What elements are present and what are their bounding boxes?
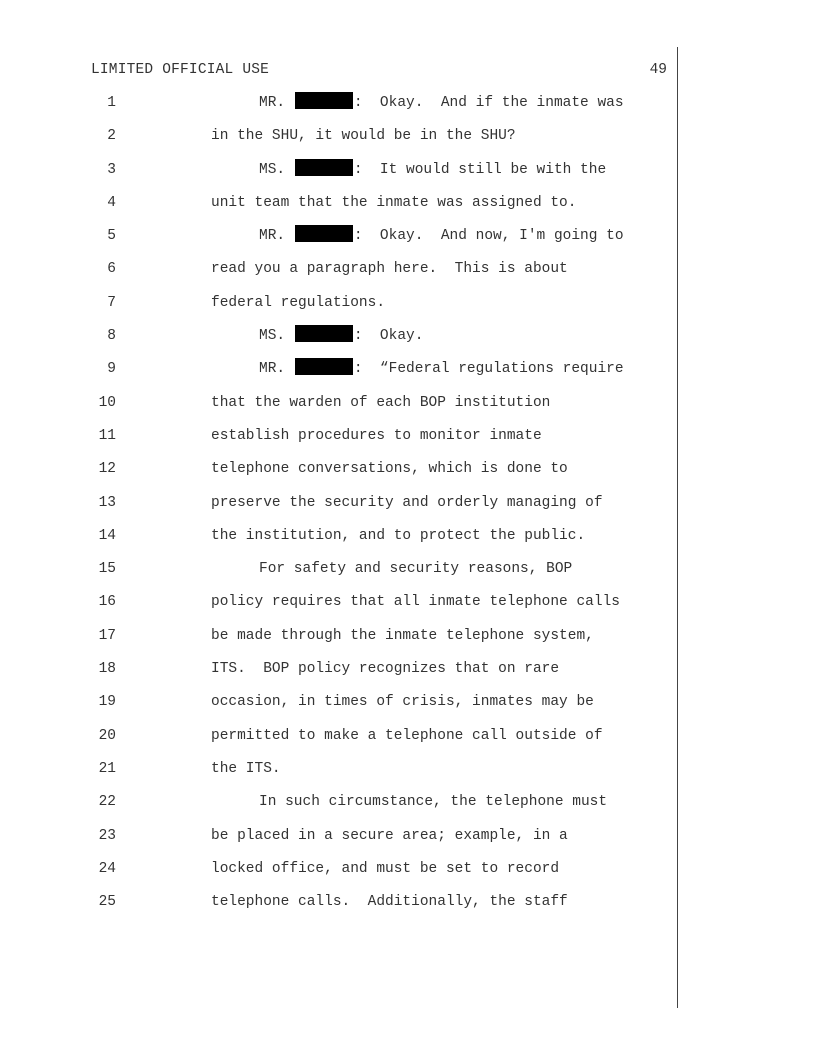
line-number: 6 bbox=[107, 261, 116, 278]
line-number: 1 bbox=[107, 95, 116, 111]
speaker-label: MR. bbox=[259, 228, 286, 245]
line-text bbox=[211, 753, 281, 786]
line-number: 11 bbox=[98, 427, 116, 444]
transcript-line bbox=[0, 853, 816, 886]
line-number: 4 bbox=[107, 194, 116, 211]
line-body: read you a paragraph here. This is about bbox=[211, 261, 568, 278]
line-text bbox=[211, 487, 603, 520]
line-body: locked office, and must be set to record bbox=[211, 860, 560, 877]
transcript-line bbox=[0, 653, 816, 686]
line-number: 25 bbox=[98, 894, 116, 911]
transcript-line bbox=[0, 453, 816, 486]
line-text bbox=[211, 520, 585, 553]
line-body: In such circumstance, the telephone must bbox=[259, 794, 608, 811]
line-number: 20 bbox=[98, 727, 116, 744]
speaker-label: MR. bbox=[259, 361, 286, 378]
transcript-line bbox=[0, 686, 816, 719]
transcript-line bbox=[0, 320, 816, 353]
line-body: ITS. BOP policy recognizes that on rare bbox=[211, 661, 560, 678]
line-body: occasion, in times of crisis, inmates may be bbox=[211, 694, 594, 711]
line-number: 21 bbox=[98, 760, 116, 777]
line-body: permitted to make a telephone call outside of bbox=[211, 727, 603, 744]
line-body: be placed in a secure area; example, in a bbox=[211, 827, 568, 844]
transcript-line bbox=[0, 154, 816, 187]
line-number: 23 bbox=[98, 827, 116, 844]
transcript-body bbox=[0, 87, 816, 919]
line-body: the institution, and to protect the public. bbox=[211, 527, 586, 544]
line-text bbox=[211, 287, 385, 320]
speaker-label: MS. bbox=[259, 161, 286, 178]
line-number: 9 bbox=[107, 361, 116, 378]
line-body: establish procedures to monitor inmate bbox=[211, 427, 542, 444]
transcript-line bbox=[0, 520, 816, 553]
line-number: 16 bbox=[98, 594, 116, 611]
line-body: be made through the inmate telephone system, bbox=[211, 627, 594, 644]
classification-header: LIMITED OFFICIAL USE bbox=[91, 62, 270, 78]
line-text bbox=[211, 620, 594, 653]
transcript-line bbox=[0, 387, 816, 420]
line-number: 8 bbox=[107, 328, 116, 345]
line-text bbox=[211, 453, 568, 486]
line-body: in the SHU, it would be in the SHU? bbox=[211, 128, 516, 145]
line-text bbox=[211, 420, 542, 453]
line-number: 15 bbox=[98, 561, 116, 578]
line-number: 2 bbox=[107, 128, 116, 145]
line-body: unit team that the inmate was assigned to. bbox=[211, 194, 577, 211]
line-text bbox=[211, 886, 568, 919]
line-text bbox=[211, 686, 594, 719]
line-body: telephone conversations, which is done to bbox=[211, 461, 568, 478]
redaction-box bbox=[295, 92, 353, 109]
line-body: the ITS. bbox=[211, 760, 281, 777]
speaker-label: MS. bbox=[259, 328, 286, 345]
transcript-line bbox=[0, 720, 816, 753]
redaction-box bbox=[295, 358, 353, 375]
line-text bbox=[259, 553, 572, 586]
line-body: telephone calls. Additionally, the staff bbox=[211, 894, 568, 911]
transcript-line bbox=[0, 120, 816, 153]
transcript-line bbox=[0, 87, 816, 120]
line-number: 14 bbox=[98, 527, 116, 544]
line-number: 19 bbox=[98, 694, 116, 711]
transcript-line bbox=[0, 820, 816, 853]
line-body: : It would still be with the bbox=[353, 161, 607, 178]
transcript-line bbox=[0, 253, 816, 286]
line-text bbox=[211, 586, 620, 619]
line-number: 17 bbox=[98, 627, 116, 644]
transcript-line bbox=[0, 586, 816, 619]
line-number: 10 bbox=[98, 394, 116, 411]
page-number: 49 bbox=[649, 62, 667, 78]
line-body: preserve the security and orderly managing of bbox=[211, 494, 603, 511]
transcript-line bbox=[0, 220, 816, 253]
transcript-line bbox=[0, 287, 816, 320]
line-text bbox=[259, 353, 624, 386]
line-number: 12 bbox=[98, 461, 116, 478]
redaction-box bbox=[295, 225, 353, 242]
speaker-label: MR. bbox=[259, 95, 286, 111]
line-number: 24 bbox=[98, 860, 116, 877]
transcript-line bbox=[0, 420, 816, 453]
line-body: : “Federal regulations require bbox=[353, 361, 624, 378]
line-body: For safety and security reasons, BOP bbox=[259, 561, 573, 578]
transcript-line bbox=[0, 353, 816, 386]
line-text bbox=[259, 786, 607, 819]
line-text bbox=[259, 87, 624, 120]
line-body: policy requires that all inmate telephone calls bbox=[211, 594, 620, 611]
line-body: federal regulations. bbox=[211, 294, 386, 311]
line-text bbox=[211, 820, 568, 853]
transcript-line bbox=[0, 620, 816, 653]
line-number: 7 bbox=[107, 294, 116, 311]
transcript-line bbox=[0, 753, 816, 786]
line-text bbox=[211, 253, 568, 286]
line-text bbox=[259, 220, 624, 253]
line-text bbox=[211, 387, 550, 420]
line-text bbox=[211, 120, 516, 153]
transcript-line bbox=[0, 886, 816, 919]
transcript-line bbox=[0, 553, 816, 586]
line-body: : Okay. bbox=[353, 328, 424, 345]
line-number: 5 bbox=[107, 228, 116, 245]
redaction-box bbox=[295, 325, 353, 342]
transcript-line bbox=[0, 187, 816, 220]
line-number: 22 bbox=[98, 794, 116, 811]
transcript-line bbox=[0, 786, 816, 819]
line-text bbox=[259, 320, 423, 353]
line-text bbox=[211, 653, 559, 686]
line-number: 13 bbox=[98, 494, 116, 511]
redaction-box bbox=[295, 159, 353, 176]
line-body: : Okay. And if the inmate was bbox=[353, 95, 624, 111]
line-text bbox=[211, 187, 576, 220]
line-text bbox=[259, 154, 606, 187]
line-number: 3 bbox=[107, 161, 116, 178]
transcript-line bbox=[0, 487, 816, 520]
line-body: : Okay. And now, I'm going to bbox=[353, 228, 624, 245]
line-text bbox=[211, 853, 559, 886]
line-text bbox=[211, 720, 603, 753]
line-body: that the warden of each BOP institution bbox=[211, 394, 551, 411]
line-number: 18 bbox=[98, 661, 116, 678]
